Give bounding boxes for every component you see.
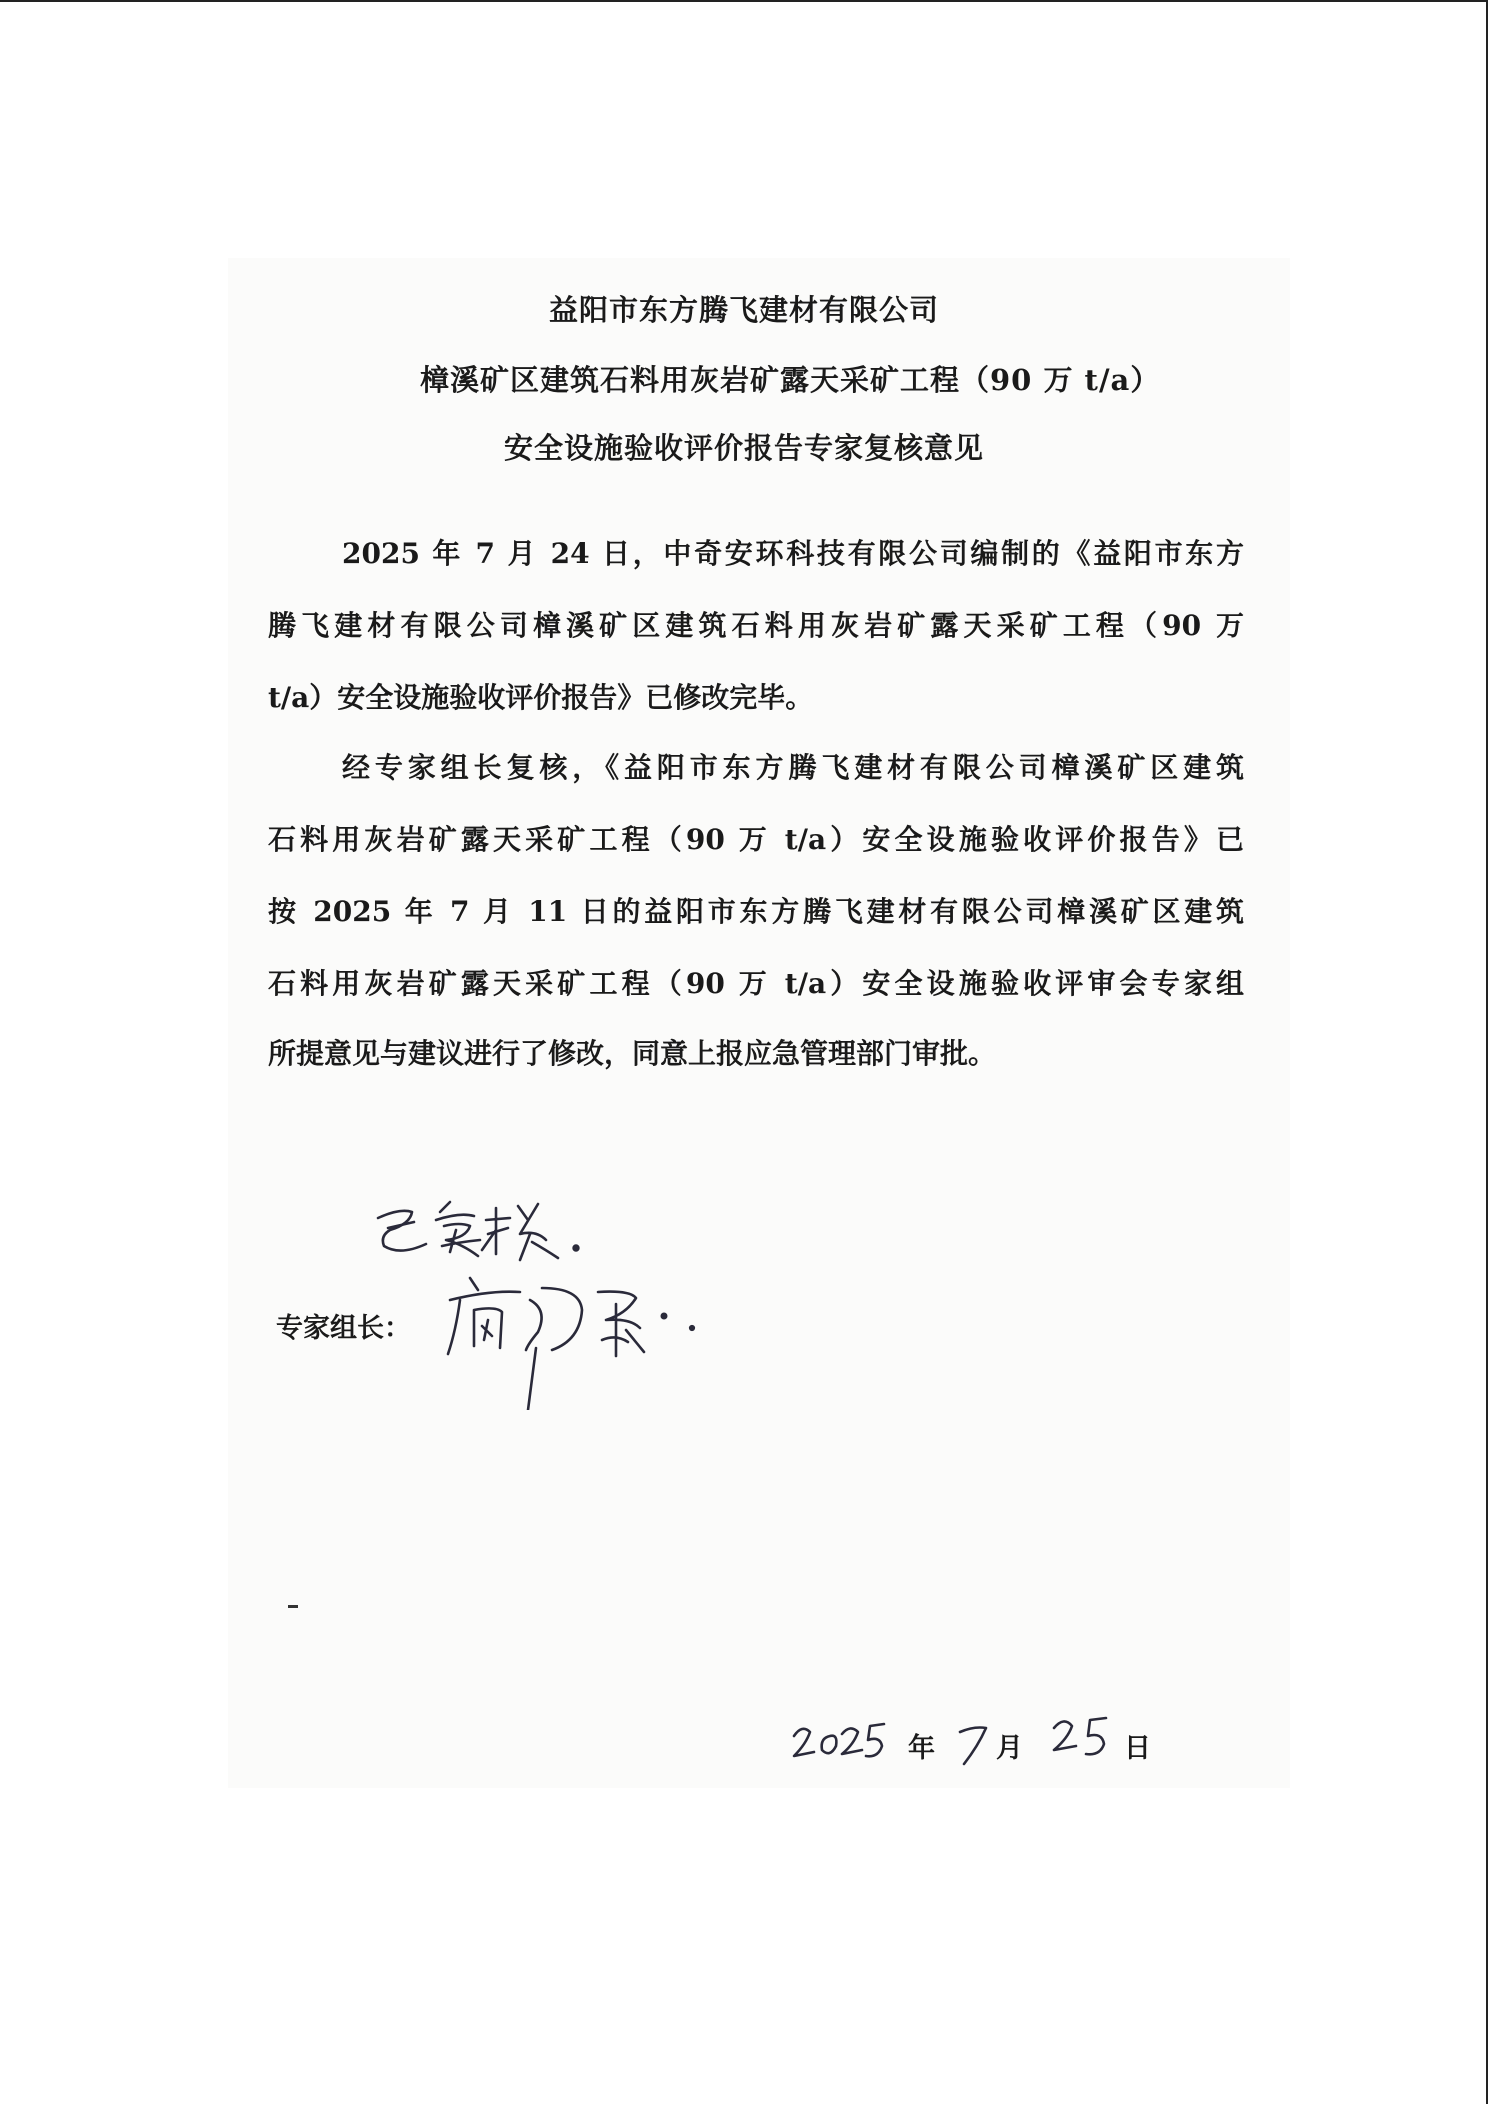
scanned-document-area: [228, 258, 1290, 1788]
document-title-project: 樟溪矿区建筑石料用灰岩矿露天采矿工程（90 万 t/a）: [420, 363, 1161, 397]
handwritten-reviewed-note: [370, 1190, 600, 1270]
document-title-company: 益阳市东方腾飞建材有限公司: [548, 293, 939, 327]
handwritten-month: [956, 1714, 992, 1774]
paragraph-2-line-3: 按 2025 年 7 月 11 日的益阳市东方腾飞建材有限公司樟溪矿区建筑: [268, 895, 1244, 928]
paragraph-2-line-2: 石料用灰岩矿露天采矿工程（90 万 t/a）安全设施验收评价报告》已: [268, 823, 1244, 856]
paragraph-1-line-3: t/a）安全设施验收评价报告》已修改完毕。: [268, 681, 814, 714]
expert-leader-signature: [430, 1270, 720, 1410]
date-month-char: 月: [996, 1733, 1023, 1764]
paragraph-1-line-2: 腾飞建材有限公司樟溪矿区建筑石料用灰岩矿露天采矿工程（90 万: [268, 609, 1244, 642]
paragraph-2-line-4: 石料用灰岩矿露天采矿工程（90 万 t/a）安全设施验收评审会专家组: [268, 967, 1244, 1000]
document-title-subject: 安全设施验收评价报告专家复核意见: [503, 431, 984, 465]
paragraph-2-line-1: 经专家组长复核，《益阳市东方腾飞建材有限公司樟溪矿区建筑: [342, 751, 1244, 784]
date-year-char: 年: [908, 1733, 935, 1764]
expert-leader-label: 专家组长：: [276, 1313, 411, 1344]
paragraph-1-line-1: 2025 年 7 月 24 日，中奇安环科技有限公司编制的《益阳市东方: [342, 537, 1244, 570]
date-day-char: 日: [1124, 1733, 1151, 1764]
page-border-top: [0, 0, 1488, 2]
handwritten-year: [790, 1700, 890, 1770]
stray-mark: [288, 1605, 298, 1608]
paragraph-2-line-5: 所提意见与建议进行了修改，同意上报应急管理部门审批。: [268, 1037, 997, 1070]
signing-date: [790, 1700, 1190, 1780]
handwritten-day: [1050, 1704, 1116, 1768]
